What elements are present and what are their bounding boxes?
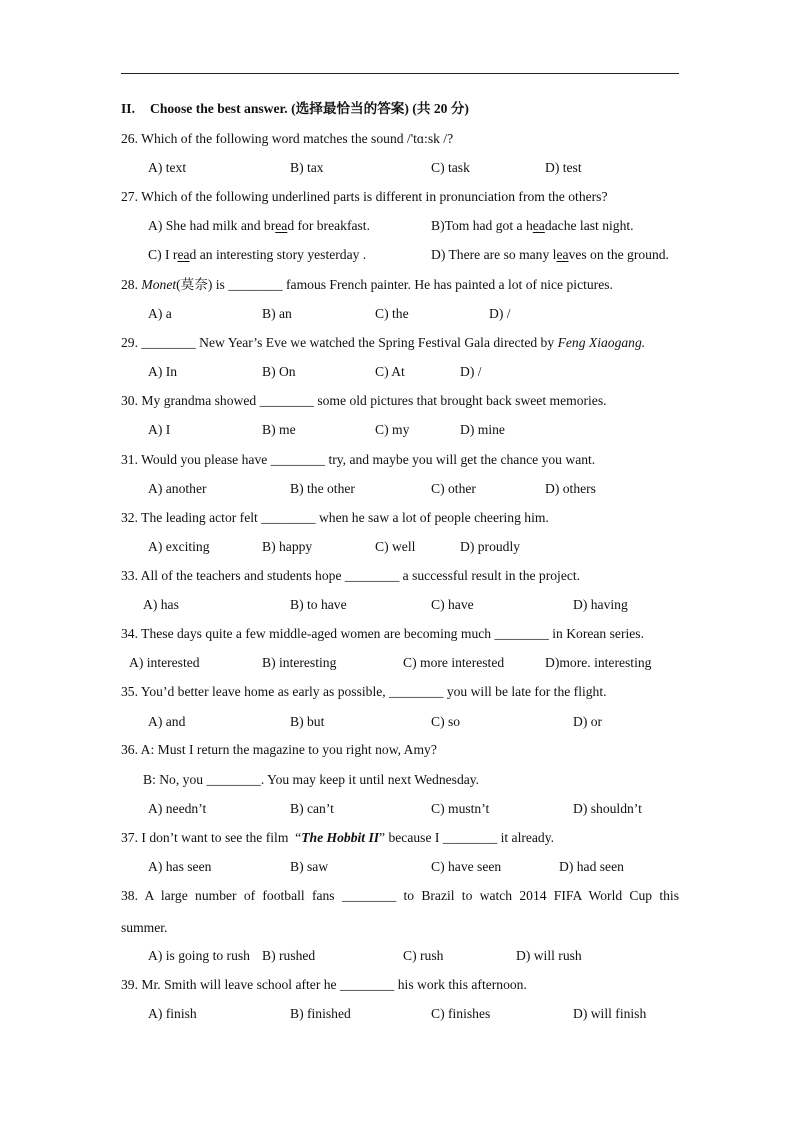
question-32: 32. The leading actor felt ________ when he saw a lot of people cheering him. [121,510,549,525]
question-27: 27. Which of the following underlined parts is different in pronunciation from the others? [121,189,608,204]
option-28-a: A) a [148,306,172,321]
option-39-d: D) will finish [573,1006,647,1021]
option-38-b: B) rushed [262,948,316,963]
option-35-d: D) or [573,714,603,729]
question-34: 34. These days quite a few middle-aged women are becoming much ________ in Korean series. [121,626,644,641]
question-36-line2: B: No, you ________. You may keep it until next Wednesday. [143,772,480,787]
option-34-c: C) more interested [403,655,505,670]
option-26-b: B) tax [290,160,324,175]
question-38-line2: summer. [121,920,168,935]
question-39: 39. Mr. Smith will leave school after he ________ his work this afternoon. [121,977,527,992]
question-37: 37. I don’t want to see the film “The Hobbit II” because I ________ it already. [121,830,555,845]
option-36-c: C) mustn’t [431,801,490,816]
option-37-a: A) has seen [148,859,212,874]
option-32-d: D) proudly [460,539,521,554]
option-31-a: A) another [148,481,207,496]
option-35-a: A) and [148,714,186,729]
option-33-b: B) to have [290,597,347,612]
option-29-c: C) At [375,364,405,379]
option-27-c: C) I read an interesting story yesterday . [148,247,367,262]
option-30-c: C) my [375,422,410,437]
option-28-b: B) an [262,306,292,321]
option-32-c: C) well [375,539,416,554]
option-34-a: A) interested [129,655,200,670]
option-36-a: A) needn’t [148,801,207,816]
option-39-c: C) finishes [431,1006,491,1021]
question-36: 36. A: Must I return the magazine to you right now, Amy? [121,742,437,757]
option-28-c: C) the [375,306,409,321]
option-30-b: B) me [262,422,296,437]
option-38-d: D) will rush [516,948,582,963]
option-27-d: D) There are so many leaves on the ground. [431,247,669,262]
question-28: 28. Monet(莫奈) is ________ famous French painter. He has painted a lot of nice pictures. [121,277,613,292]
question-35: 35. You’d better leave home as early as possible, ________ you will be late for the flight. [121,684,607,699]
option-32-a: A) exciting [148,539,210,554]
option-26-a: A) text [148,160,187,175]
question-33: 33. All of the teachers and students hope ________ a successful result in the project. [121,568,581,583]
option-26-d: D) test [545,160,582,175]
option-26-c: C) task [431,160,470,175]
option-27-b: B)Tom had got a headache last night. [431,218,634,233]
option-33-d: D) having [573,597,628,612]
option-36-b: B) can’t [290,801,334,816]
top-rule [121,73,679,74]
option-38-c: C) rush [403,948,444,963]
option-39-a: A) finish [148,1006,197,1021]
option-35-c: C) so [431,714,461,729]
question-30: 30. My grandma showed ________ some old pictures that brought back sweet memories. [121,393,607,408]
question-29: 29. ________ New Year’s Eve we watched the Spring Festival Gala directed by Feng Xiaogang. [121,335,646,350]
option-37-c: C) have seen [431,859,502,874]
option-30-a: A) I [148,422,171,437]
option-39-b: B) finished [290,1006,351,1021]
option-31-b: B) the other [290,481,355,496]
option-34-d: D)more. interesting [545,655,652,670]
option-27-a: A) She had milk and bread for breakfast. [148,218,370,233]
option-34-b: B) interesting [262,655,337,670]
option-30-d: D) mine [460,422,505,437]
section-number: II. [121,101,135,116]
option-28-d: D) / [489,306,511,321]
option-31-c: C) other [431,481,476,496]
section-heading [121,101,681,117]
option-37-d: D) had seen [559,859,624,874]
option-38-a: A) is going to rush [148,948,250,963]
option-33-c: C) have [431,597,474,612]
question-31: 31. Would you please have ________ try, and maybe you will get the chance you want. [121,452,596,467]
option-36-d: D) shouldn’t [573,801,642,816]
question-26: 26. Which of the following word matches the sound /'tɑ:sk /? [121,131,454,146]
option-37-b: B) saw [290,859,329,874]
section-title: Choose the best answer. (选择最恰当的答案) (共 20 分) [150,101,469,116]
option-33-a: A) has [143,597,179,612]
option-32-b: B) happy [262,539,313,554]
question-38: 38. A large number of football fans ________ to Brazil to watch 2014 FIFA World Cup this [121,888,679,903]
option-29-a: A) In [148,364,178,379]
option-29-b: B) On [262,364,296,379]
option-35-b: B) but [290,714,325,729]
option-29-d: D) / [460,364,482,379]
option-31-d: D) others [545,481,596,496]
